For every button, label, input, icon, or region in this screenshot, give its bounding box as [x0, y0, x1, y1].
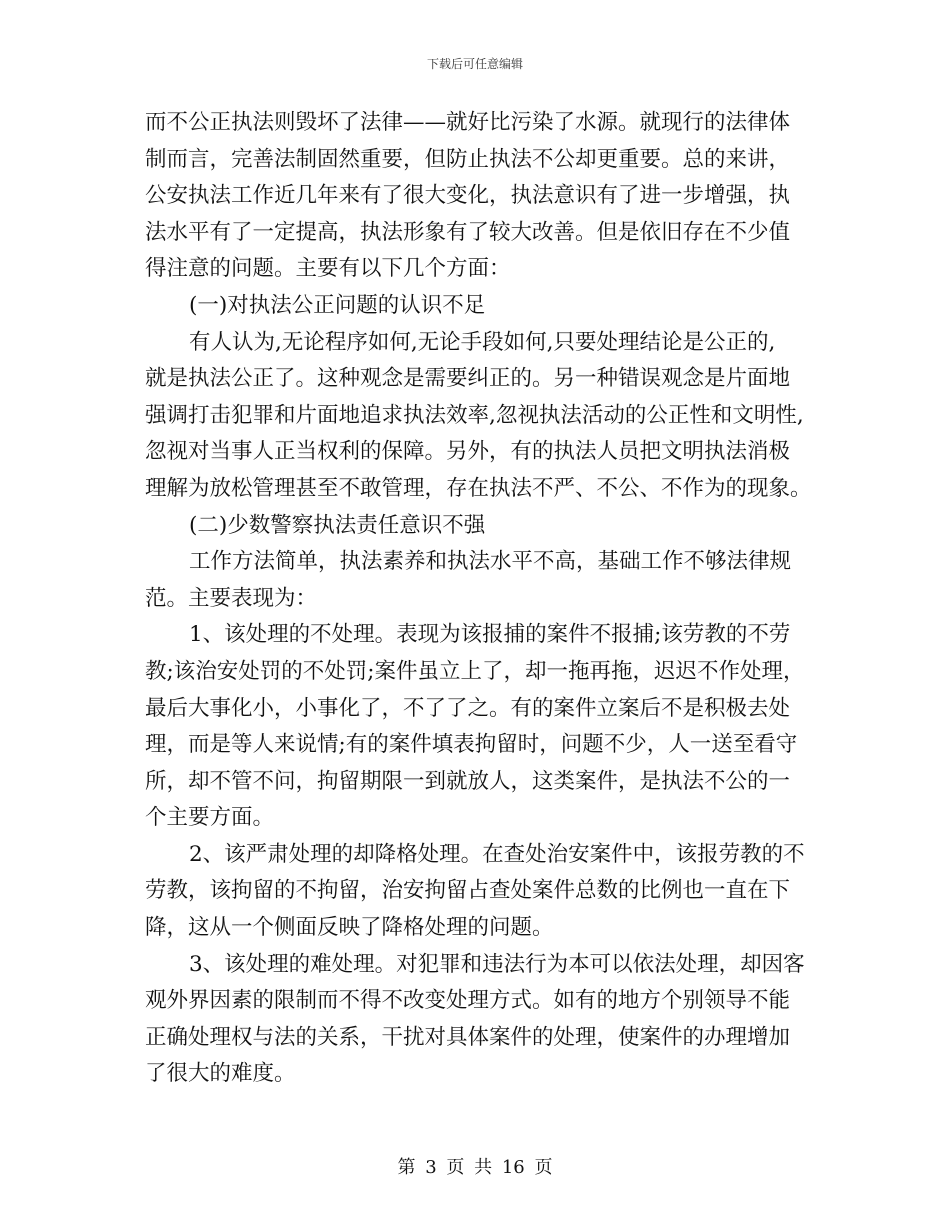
text-line: 个主要方面。 — [145, 805, 275, 831]
text-line: 范。主要表现为： — [145, 585, 318, 611]
text-line: 公安执法工作近几年来有了很大变化，执法意识有了进一步增强，执 — [145, 183, 791, 209]
text-line: 就是执法公正了。这种观念是需要纠正的。另一种错误观念是片面地 — [145, 366, 791, 392]
page-header: 下载后可任意编辑 — [426, 57, 523, 71]
text-line: 工作方法简单，执法素养和执法水平不高，基础工作不够法律规 — [189, 549, 792, 575]
text-line: (一)对执法公正问题的认识不足 — [189, 292, 486, 318]
text-line: 正确处理权与法的关系，干扰对具体案件的处理，使案件的办理增加 — [145, 1024, 791, 1050]
text-line: 制而言，完善法制固然重要，但防止执法不公却更重要。总的来讲， — [145, 146, 791, 172]
text-line: 法水平有了一定提高，执法形象有了较大改善。但是依旧存在不少值 — [145, 219, 791, 245]
text-line: 最后大事化小，小事化了，不了了之。有的案件立案后不是积极去处 — [145, 695, 791, 721]
text-line: 3、该处理的难处理。对犯罪和违法行为本可以依法处理，却因客 — [189, 951, 805, 977]
text-line: 观外界因素的限制而不得不改变处理方式。如有的地方个别领导不能 — [145, 988, 791, 1014]
text-line: 强调打击犯罪和片面地追求执法效率,忽视执法活动的公正性和文明性, — [145, 402, 804, 428]
page-number-footer: 第 3 页 共 16 页 — [397, 1157, 553, 1178]
text-line: 理解为放松管理甚至不敢管理，存在执法不严、不公、不作为的现象。 — [145, 475, 812, 501]
text-line: 劳教，该拘留的不拘留，治安拘留占查处案件总数的比例也一直在下 — [145, 878, 791, 904]
text-line: 理，而是等人来说情;有的案件填表拘留时，问题不少，人一送至看守 — [145, 732, 798, 758]
text-line: 而不公正执法则毁坏了法律——就好比污染了水源。就现行的法律体 — [145, 110, 791, 135]
text-line: (二)少数警察执法责任意识不强 — [189, 512, 486, 538]
text-line: 所，却不管不问，拘留期限一到就放人，这类案件，是执法不公的一 — [145, 768, 791, 794]
text-line: 有人认为,无论程序如何,无论手段如何,只要处理结论是公正的, — [189, 329, 776, 355]
document-body — [145, 105, 815, 1093]
text-line: 忽视对当事人正当权利的保障。另外，有的执法人员把文明执法消极 — [145, 439, 791, 465]
text-line: 了很大的难度。 — [145, 1061, 296, 1087]
text-line: 1、该处理的不处理。表现为该报捕的案件不报捕;该劳教的不劳 — [189, 622, 791, 648]
text-line: 得注意的问题。主要有以下几个方面： — [145, 256, 511, 282]
text-line: 2、该严肃处理的却降格处理。在查处治安案件中，该报劳教的不 — [189, 841, 805, 867]
text-line: 教;该治安处罚的不处罚;案件虽立上了，却一拖再拖，迟迟不作处理， — [145, 658, 805, 684]
text-line: 降，这从一个侧面反映了降格处理的问题。 — [145, 915, 554, 941]
